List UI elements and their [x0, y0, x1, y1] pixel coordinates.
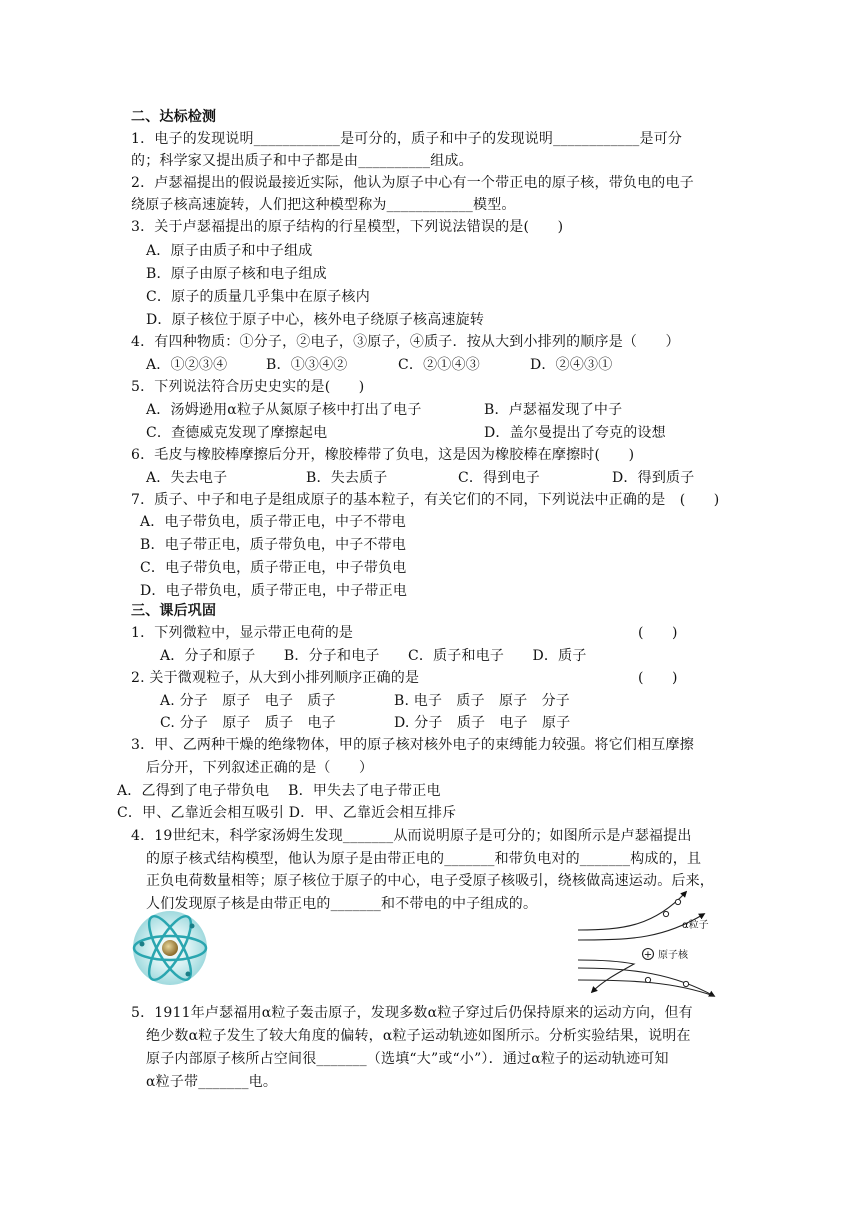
question-7-option-a: A．电子带负电，质子带正电，中子不带电 — [140, 514, 406, 530]
question-3-option-b: B．原子由原子核和电子组成 — [146, 266, 327, 282]
question-7-option-c: C．电子带负电，质子带正电，中子带负电 — [140, 560, 407, 576]
question-7-option-d: D．电子带负电，质子带正电，中子带正电 — [140, 583, 408, 599]
question-5-line-4: α粒子带_______电。 — [146, 1074, 278, 1090]
atom-model-image — [130, 908, 210, 988]
question-5-option-d: D．盖尔曼提出了夸克的设想 — [484, 425, 666, 441]
question-2-option-d: D. 分子 质子 电子 原子 — [394, 715, 571, 731]
nucleus-plus-sign: + — [643, 949, 653, 961]
question-4-stem: 4．有四种物质：①分子，②电子，③原子，④质子．按从大到小排列的顺序是（ ） — [131, 334, 680, 350]
question-2-option-a: A. 分子 原子 电子 质子 — [160, 693, 336, 709]
question-4-option-a: A．①②③④ — [146, 357, 228, 373]
question-3-line-1: 3．甲、乙两种干燥的绝缘物体，甲的原子核对核外电子的束缚能力较强。将它们相互摩擦 — [131, 737, 694, 753]
question-5-line-2: 绝少数α粒子发生了较大角度的偏转，α粒子运动轨迹如图所示。分析实验结果，说明在 — [146, 1028, 691, 1044]
question-5-option-c: C．查德威克发现了摩擦起电 — [146, 425, 328, 441]
question-4-option-c: C．②①④③ — [398, 357, 480, 373]
question-4-option-d: D．②④③① — [530, 357, 613, 373]
question-2-option-c: C. 分子 原子 质子 电子 — [160, 715, 336, 731]
question-3-options-ab: A．乙得到了电子带负电 B．甲失去了电子带正电 — [117, 783, 441, 799]
question-1-stem: 1．下列微粒中，显示带正电荷的是 — [131, 625, 354, 641]
question-3-stem: 3．关于卢瑟福提出的原子结构的行星模型，下列说法错误的是( ) — [131, 219, 564, 235]
question-5-line-3: 原子内部原子核所占空间很_______（选填“大”或“小”）．通过α粒子的运动轨迹可知 — [146, 1051, 669, 1067]
question-5-option-a: A．汤姆逊用α粒子从氮原子核中打出了电子 — [146, 402, 422, 418]
question-3-options-cd: C．甲、乙靠近会相互吸引 D．甲、乙靠近会相互排斥 — [117, 805, 457, 821]
question-5-option-b: B．卢瑟福发现了中子 — [484, 402, 623, 418]
question-3-line-2: 后分开，下列叙述正确的是（ ） — [146, 760, 374, 776]
question-4-line-2: 的原子核式结构模型，他认为原子是由带正电的_______和带负电对的_______构成的，且 — [146, 851, 702, 867]
question-6-option-b: B．失去质子 — [306, 470, 388, 486]
question-6-stem: 6．毛皮与橡胶棒摩擦后分开，橡胶棒带了负电，这是因为橡胶棒在摩擦时( ) — [131, 447, 635, 463]
question-4-line-3: 正负电荷数量相等；原子核位于原子的中心，电子受原子核吸引，绕核做高速运动。后来， — [146, 873, 714, 889]
question-7-stem: 7．质子、中子和电子是组成原子的基本粒子，有关它们的不同，下列说法中正确的是 ( ) — [131, 492, 720, 508]
question-7-option-b: B．电子带正电，质子带负电，中子不带电 — [140, 537, 407, 553]
question-3-option-d: D．原子核位于原子中心，核外电子绕原子核高速旋转 — [146, 312, 485, 328]
question-5-stem: 5．下列说法符合历史史实的是( ) — [131, 379, 365, 395]
question-6-option-c: C．得到电子 — [458, 470, 540, 486]
question-1-line-2: 的；科学家又提出质子和中子都是由__________组成。 — [131, 153, 473, 169]
question-4-option-b: B．①③④② — [266, 357, 348, 373]
question-2-line-1: 2．卢瑟福提出的假说最接近实际，他认为原子中心有一个带正电的原子核，带负电的电子 — [131, 175, 694, 191]
section-title: 二、达标检测 — [131, 109, 217, 125]
question-1-line-1: 1．电子的发现说明____________是可分的，质子和中子的发现说明____________是可分 — [131, 131, 683, 147]
nucleus-label: 原子核 — [658, 950, 688, 961]
question-4-line-4: 人们发现原子核是由带正电的_______和不带电的中子组成的。 — [146, 896, 538, 912]
answer-parentheses: ( ) — [638, 670, 678, 686]
section-title: 三、课后巩固 — [131, 603, 217, 619]
answer-parentheses: ( ) — [638, 625, 678, 641]
question-3-option-a: A．原子由质子和中子组成 — [146, 243, 313, 259]
alpha-particle-label: α粒子 — [682, 920, 709, 931]
question-6-option-d: D．得到质子 — [612, 470, 695, 486]
question-5-line-1: 5．1911年卢瑟福用α粒子轰击原子，发现多数α粒子穿过后仍保持原来的运动方向，但有 — [131, 1005, 693, 1021]
question-2-option-b: B. 电子 质子 原子 分子 — [394, 693, 570, 709]
question-2-line-2: 绕原子核高速旋转，人们把这种模型称为____________模型。 — [131, 197, 516, 213]
question-1-options: A．分子和原子 B．分子和电子 C．质子和电子 D．质子 — [160, 648, 587, 664]
alpha-scattering-diagram — [574, 884, 720, 998]
question-2-stem: 2. 关于微观粒子，从大到小排列顺序正确的是 — [131, 670, 420, 686]
question-4-line-1: 4．19世纪末，科学家汤姆生发现_______从而说明原子是可分的；如图所示是卢瑟福提出 — [131, 828, 692, 844]
question-3-option-c: C．原子的质量几乎集中在原子核内 — [146, 289, 370, 305]
question-6-option-a: A．失去电子 — [146, 470, 228, 486]
